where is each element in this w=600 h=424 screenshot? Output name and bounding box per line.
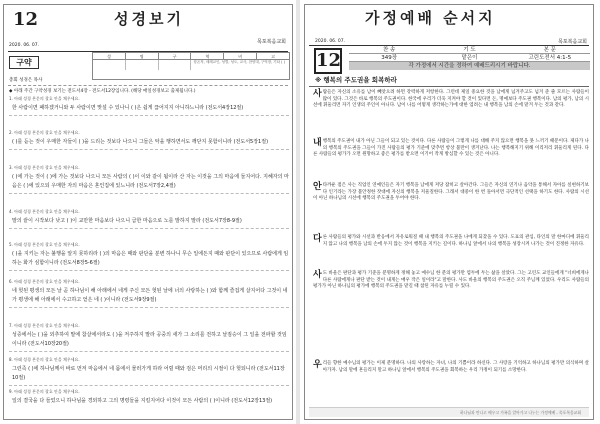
question-head: 9. 아래 성경 본문의 괄호 안을 채우세요. [9, 389, 80, 394]
question-head: 8. 아래 성경 본문의 괄호 안을 채우세요. [9, 357, 80, 362]
header-cell: 구 [159, 53, 192, 59]
issue-number: 12 [314, 48, 342, 74]
drop-cap: 다 [313, 234, 322, 244]
question-head: 3. 아래 성경 본문의 괄호 안을 채우세요. [9, 165, 80, 170]
sermon-paragraph: 사람들은 자신의 소유를 남이 빼앗으려 하면 강력하게 저항한다. 그런데 제일 중요한 것을 남에게 넘겨주고도 넘겨 준 줄 모르는 사람들이 많이 있다. 그것은 바로 행복의 주도권이다. 한국에 우리가 더욱 지켜야 할 것이 있다면 돈, 명예보다 주도권 행복이다. 남의 평가, 남의 시선에 휘둘리면 자기 인생의 주인이 아니다. 남이 나를 어떻게 생각하는가에 대한 염려는 내 행복을 남의 손에 맡겨 두는 것과 같다. [313, 89, 589, 109]
drop-cap: 사 [313, 270, 322, 280]
sermon-paragraph: 사도 바울은 판단과 평가 기준을 분명하게 정해 놓고 예수님 한 분의 평가만 염두에 두는 삶을 살았다. 그는 고린도 교인들에게 "너희에게나 다른 사람에게나 판단 받는 것이 내게는 매우 작은 일이라"고 말한다. 사도 바울의 행복의 주도권은 오직 주님께 있었다. 우리도 사람들의 평가가 아닌 하나님의 평가에 행복의 주도권을 맡길 때 참된 자유를 누릴 수 있다. [313, 270, 589, 290]
issue-date: 2020. 06. 07. [9, 43, 40, 48]
divider [309, 86, 589, 87]
question-5 [9, 243, 289, 271]
question-body[interactable]: 한 사람이면 패하겠거니와 두 사람이면 맞설 수 있나니 ( )은 쉽게 끊어지지 아니하느니라 (전도서4장12절) [12, 104, 244, 111]
question-head: 6. 아래 성경 본문의 괄호 안을 채우세요. [9, 279, 80, 284]
question-head: 5. 아래 성경 본문의 괄호 안을 채우세요. [9, 242, 80, 247]
question-head: 2. 아래 성경 본문의 괄호 안을 채우세요. [9, 130, 80, 135]
question-2 [9, 131, 289, 150]
page-footer: 하나님과 만나고 배우고 가족을 알아가고 나누는 가정예배 - 목포복음교회 [309, 407, 589, 417]
section-tag: 구약 [9, 56, 39, 69]
page-title: 가정예배 순서지 [365, 9, 496, 27]
group-field[interactable] [159, 60, 192, 70]
question-head: 1. 아래 성경 본문의 괄호 안을 채우세요. [9, 96, 80, 101]
instruction: ◆ 아래 주간 구약성경 보기는 전도서4장 - 전도서12장입니다. (해당 매일성경보고 출제됩니다.) [9, 89, 196, 94]
question-body[interactable]: 말의 끝이 시작보다 낫고 ( )이 교만한 마음보다 나으니 급한 마음으로 노를 발하지 말라 (전도서7장8-9절) [12, 217, 242, 224]
question-body[interactable]: 그런즉 ( )에 하나님께서 바로 먼저 마음에서 네 몸에서 물러가게 하라 어릴 때와 검은 머리의 시절이 다 헛되니라 (전도서11장10절) [12, 365, 285, 381]
header-cell: 본 문 [543, 47, 556, 53]
bible-quiz-page [3, 4, 293, 420]
sermon-title: ※ 행복의 주도권을 회복하라 [315, 76, 397, 84]
header-cell: 비 [224, 53, 257, 59]
question-head: 7. 아래 성경 본문의 괄호 안을 채우세요. [9, 323, 80, 328]
question-6 [9, 280, 289, 308]
divider [8, 85, 288, 86]
reference-mark-icon: ※ [315, 76, 322, 84]
question-body[interactable]: 네 헛된 평생의 모든 날 곧 하나님이 해 아래에서 네게 주신 모든 헛된 날에 너의 사랑하는 ( )와 함께 즐겁게 살지어다 그것이 네가 평생에 해 아래에서 수고하고 얻은 네 ( )이니라 (전도서9장9절) [12, 287, 288, 303]
question-1 [9, 97, 289, 116]
church-name: 목포복음교회 [558, 39, 587, 45]
header-cell: 찬 송 [382, 47, 396, 53]
header-cell: 역 [191, 53, 224, 59]
question-8 [9, 358, 289, 386]
info-table-header [93, 53, 289, 60]
role-hint: 항존직, 세례교인, 성별, 성도, 교사, 찬양대, 구역장, 기타 ( ) [193, 60, 286, 64]
issue-date: 2020. 06. 07. [315, 39, 346, 44]
question-body[interactable]: 일의 결국을 다 들었으니 하나님을 경외하고 그의 명령들을 지킬지어다 이것이 모든 사람의 ( )이니라 (전도서12장13절) [12, 397, 273, 404]
question-body[interactable]: 성증에서는 ( )을 외추하여 말에 참살에서라도 ( )을 저주하지 말라 공중의 새가 그 소리를 전하고 날짐승이 그 일을 전파할 것임이니라 (전도서10장20절) [12, 331, 287, 347]
header-cell: 명 [126, 53, 159, 59]
scripture-ref: 고린도전서 4:1-5 [528, 55, 572, 61]
question-body[interactable]: ( )를 듣는 것이 우매한 자들이 ( )을 드리는 것보다 나으니 그들은 악을 행하면서도 깨닫지 못함이니라 (전도서5장1절) [12, 138, 269, 145]
drop-cap: 사 [313, 89, 322, 99]
header-cell: 고 [271, 54, 275, 59]
issue-number: 12 [13, 9, 39, 30]
page-fold [296, 0, 300, 424]
order-value-row [349, 54, 590, 62]
hymn-number: 349장 [381, 55, 398, 61]
family-worship-page [304, 4, 594, 420]
question-3 [9, 166, 289, 194]
info-table-row [93, 60, 289, 70]
prayer-leader: 맡은이 [461, 55, 478, 61]
order-header-row [349, 46, 590, 54]
drop-cap: 우 [313, 360, 322, 370]
name-field[interactable] [93, 60, 126, 70]
drop-cap: 안 [313, 182, 322, 192]
info-table [92, 52, 290, 80]
header-cell: 기 도 [463, 47, 476, 53]
question-body[interactable]: ( )에 가는 것이 ( )에 가는 것보다 나으니 모든 사람의 ( )이 이와 같이 됨이라 산 자는 이것을 그의 마음에 둘지어다. 지혜자의 마음은 ( )에 있으되 우매한 자의 마음은 혼인집에 있느니라 (전도서7장2,4절) [12, 173, 289, 189]
sermon-paragraph: 안타까운 점은 사는 직업인 연예인들은 자기 행복을 남에게 저당 잡히고 살아간다. 그들은 자신의 연기나 음악을 통해서 자아를 실현하기보다 인기라는 가장 불안정한 잣대에 자신의 행복을 저울질한다. 그래서 대중이 한 번 돌아서면 극단적인 선택을 하기도 한다. 사람의 시선이 아닌 하나님의 시선에 행복의 주도권을 두어야 한다. [313, 182, 589, 202]
page-title: 성경보기 [114, 10, 184, 28]
sermon-paragraph: 내 행복의 주도권이 내가 아닌 그들이 되고 있는 것이다. 다른 사람들이 그렇게 나를 대해 주지 않으면 행복을 못 느끼기 때문이다. 제다가 나의 행복의 주도권을 그들이 가진 사람들의 평가 기준에 맞추면 항상 불만이 생겨난다. 나는 행복해지기 위해 이리저리 휘둘리게 된다. 다른 사람들의 평가가 오면 원망하고 좋은 평가를 받으면 이기어 작게 방심할 수 있는 것은 아니다. [313, 138, 589, 158]
church-name: 목포복음교회 [257, 39, 286, 45]
question-body[interactable]: ( )을 지키는 자는 불행을 알지 못하리라 ( )의 마음은 때와 판단을 분변 하나니 무슨 일에든지 때와 판단이 있으므로 사람에게 임하는 화가 심함이니라 (전도서8장5-6절) [12, 250, 289, 266]
question-9 [9, 390, 289, 406]
worship-order-table [349, 46, 590, 70]
question-4 [9, 210, 289, 229]
order-note-row [349, 62, 590, 70]
drop-cap: 내 [313, 138, 322, 148]
name-field[interactable] [126, 60, 159, 70]
sermon-paragraph: 우리들 향한 예수님의 평가는 이제 분명하다. 나의 사랑하는 자녀, 나의 기쁨이라 하신다. 그 사랑을 기억하고 하나님의 평가만 의식하며 살아가자. 남의 말에 흔들리지 말고 하나님 앞에서 행복의 주도권을 회복하는 우리 가정이 되기를 소망한다. [313, 360, 589, 373]
question-head: 4. 아래 성경 본문의 괄호 안을 채우세요. [9, 209, 80, 214]
question-7 [9, 324, 289, 352]
header-cell: 성 [93, 53, 126, 59]
order-note: 각 가정에서 시간을 정하여 예배드리시기 바랍니다. [349, 62, 590, 70]
sermon-paragraph: 다른 사람들의 평가와 시선과 반응에서 자유로워질 때 내 행복의 주도권을 나에게 되찾을 수 있다. 도표의 관심, 타인의 말 한마디에 휘둘리지 않고 나의 행복을 남의 손에 두지 않는 것이 행복을 지키는 길이다. 하나님 앞에서 나의 행복을 성장시켜 나가는 것이 진정한 자유다. [313, 234, 589, 247]
prize-note: 총회 성경은 목사 [9, 78, 43, 83]
